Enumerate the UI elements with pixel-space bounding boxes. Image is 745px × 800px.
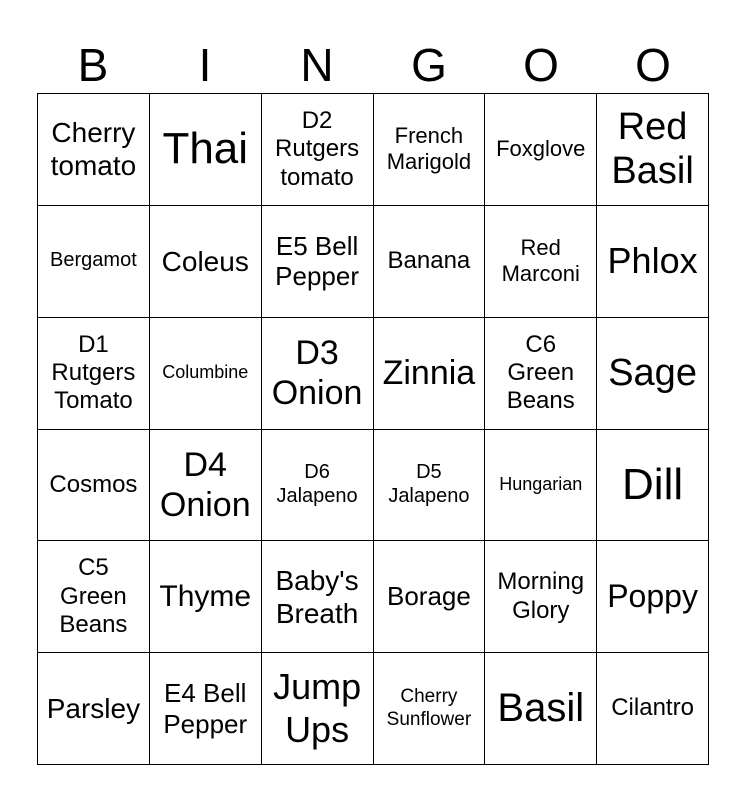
cell-label: Banana	[387, 247, 471, 275]
bingo-cell[interactable]	[485, 653, 597, 765]
bingo-cell[interactable]	[597, 94, 709, 206]
cell-label: C5 Green Beans	[59, 554, 128, 638]
bingo-cell[interactable]	[597, 430, 709, 542]
cell-label: Dill	[622, 459, 684, 509]
bingo-cell[interactable]	[150, 653, 262, 765]
bingo-cell[interactable]	[150, 94, 262, 206]
bingo-cell[interactable]	[262, 430, 374, 542]
cell-label: Morning Glory	[497, 568, 585, 624]
bingo-cell[interactable]	[150, 430, 262, 542]
cell-label: D2 Rutgers tomato	[275, 106, 360, 191]
header-letter-b: B	[77, 39, 109, 91]
header-letter-o-2: O	[635, 39, 671, 91]
cell-label: Bergamot	[50, 249, 137, 272]
cell-label: D5 Jalapeno	[388, 461, 470, 507]
bingo-cell[interactable]	[597, 318, 709, 430]
header-letter-g: G	[411, 39, 447, 91]
cell-label: D1 Rutgers Tomato	[51, 330, 136, 415]
cell-label: Phlox	[607, 240, 698, 281]
bingo-header	[37, 36, 709, 94]
cell-label: Cosmos	[49, 470, 138, 498]
cell-label: Zinnia	[382, 354, 476, 393]
bingo-cell[interactable]	[374, 94, 486, 206]
cell-label: French Marigold	[386, 123, 472, 175]
bingo-cell[interactable]	[374, 206, 486, 318]
cell-label: Basil	[497, 685, 585, 730]
cell-label: Thai	[162, 124, 249, 174]
cell-label: Poppy	[607, 577, 698, 614]
cell-label: D4 Onion	[159, 445, 251, 524]
cell-label: Hungarian	[499, 474, 583, 495]
cell-label: Parsley	[46, 693, 141, 725]
header-letter-i: I	[198, 39, 212, 91]
cell-label: Red Marconi	[501, 235, 580, 287]
cell-label: D3 Onion	[271, 333, 363, 413]
cell-label: Borage	[386, 581, 471, 612]
bingo-cell[interactable]	[150, 318, 262, 430]
cell-label: Columbine	[162, 362, 249, 383]
bingo-cell[interactable]	[485, 430, 597, 542]
bingo-cell[interactable]	[262, 541, 374, 653]
cell-label: Red Basil	[611, 105, 694, 193]
bingo-cell[interactable]	[262, 653, 374, 765]
bingo-cell[interactable]	[597, 206, 709, 318]
cell-label: Thyme	[159, 580, 252, 614]
bingo-cell[interactable]	[374, 653, 486, 765]
bingo-cell[interactable]	[38, 94, 150, 206]
cell-label: Cherry tomato	[50, 117, 137, 182]
cell-label: Cherry Sunflower	[386, 686, 472, 730]
bingo-cell[interactable]	[597, 653, 709, 765]
bingo-cell[interactable]	[262, 206, 374, 318]
bingo-cell[interactable]	[374, 318, 486, 430]
cell-label: Coleus	[161, 245, 249, 277]
bingo-cell[interactable]	[150, 541, 262, 653]
bingo-cell[interactable]	[485, 541, 597, 653]
bingo-cell[interactable]	[374, 541, 486, 653]
cell-label: Sage	[608, 351, 697, 394]
cell-label: E4 Bell Pepper	[163, 677, 248, 739]
bingo-cell[interactable]	[38, 653, 150, 765]
cell-label: D6 Jalapeno	[276, 461, 358, 507]
header-letter-n: N	[300, 39, 334, 91]
bingo-cell[interactable]	[374, 430, 486, 542]
bingo-cell[interactable]	[150, 206, 262, 318]
bingo-cell[interactable]	[38, 430, 150, 542]
bingo-cell[interactable]	[262, 318, 374, 430]
bingo-cell[interactable]	[597, 541, 709, 653]
bingo-cell[interactable]	[38, 206, 150, 318]
bingo-cell[interactable]	[485, 94, 597, 206]
cell-label: Foxglove	[496, 136, 586, 162]
bingo-cell[interactable]	[38, 541, 150, 653]
cell-label: Baby's Breath	[275, 564, 359, 629]
bingo-grid	[37, 93, 709, 765]
cell-label: C6 Green Beans	[506, 330, 575, 415]
bingo-cell[interactable]	[38, 318, 150, 430]
cell-label: E5 Bell Pepper	[275, 230, 359, 292]
header-letter-o: O	[523, 39, 559, 91]
bingo-cell[interactable]	[485, 318, 597, 430]
cell-label: Cilantro	[611, 694, 694, 722]
bingo-cell[interactable]	[485, 206, 597, 318]
cell-label: Jump Ups	[273, 666, 362, 750]
bingo-cell[interactable]	[262, 94, 374, 206]
